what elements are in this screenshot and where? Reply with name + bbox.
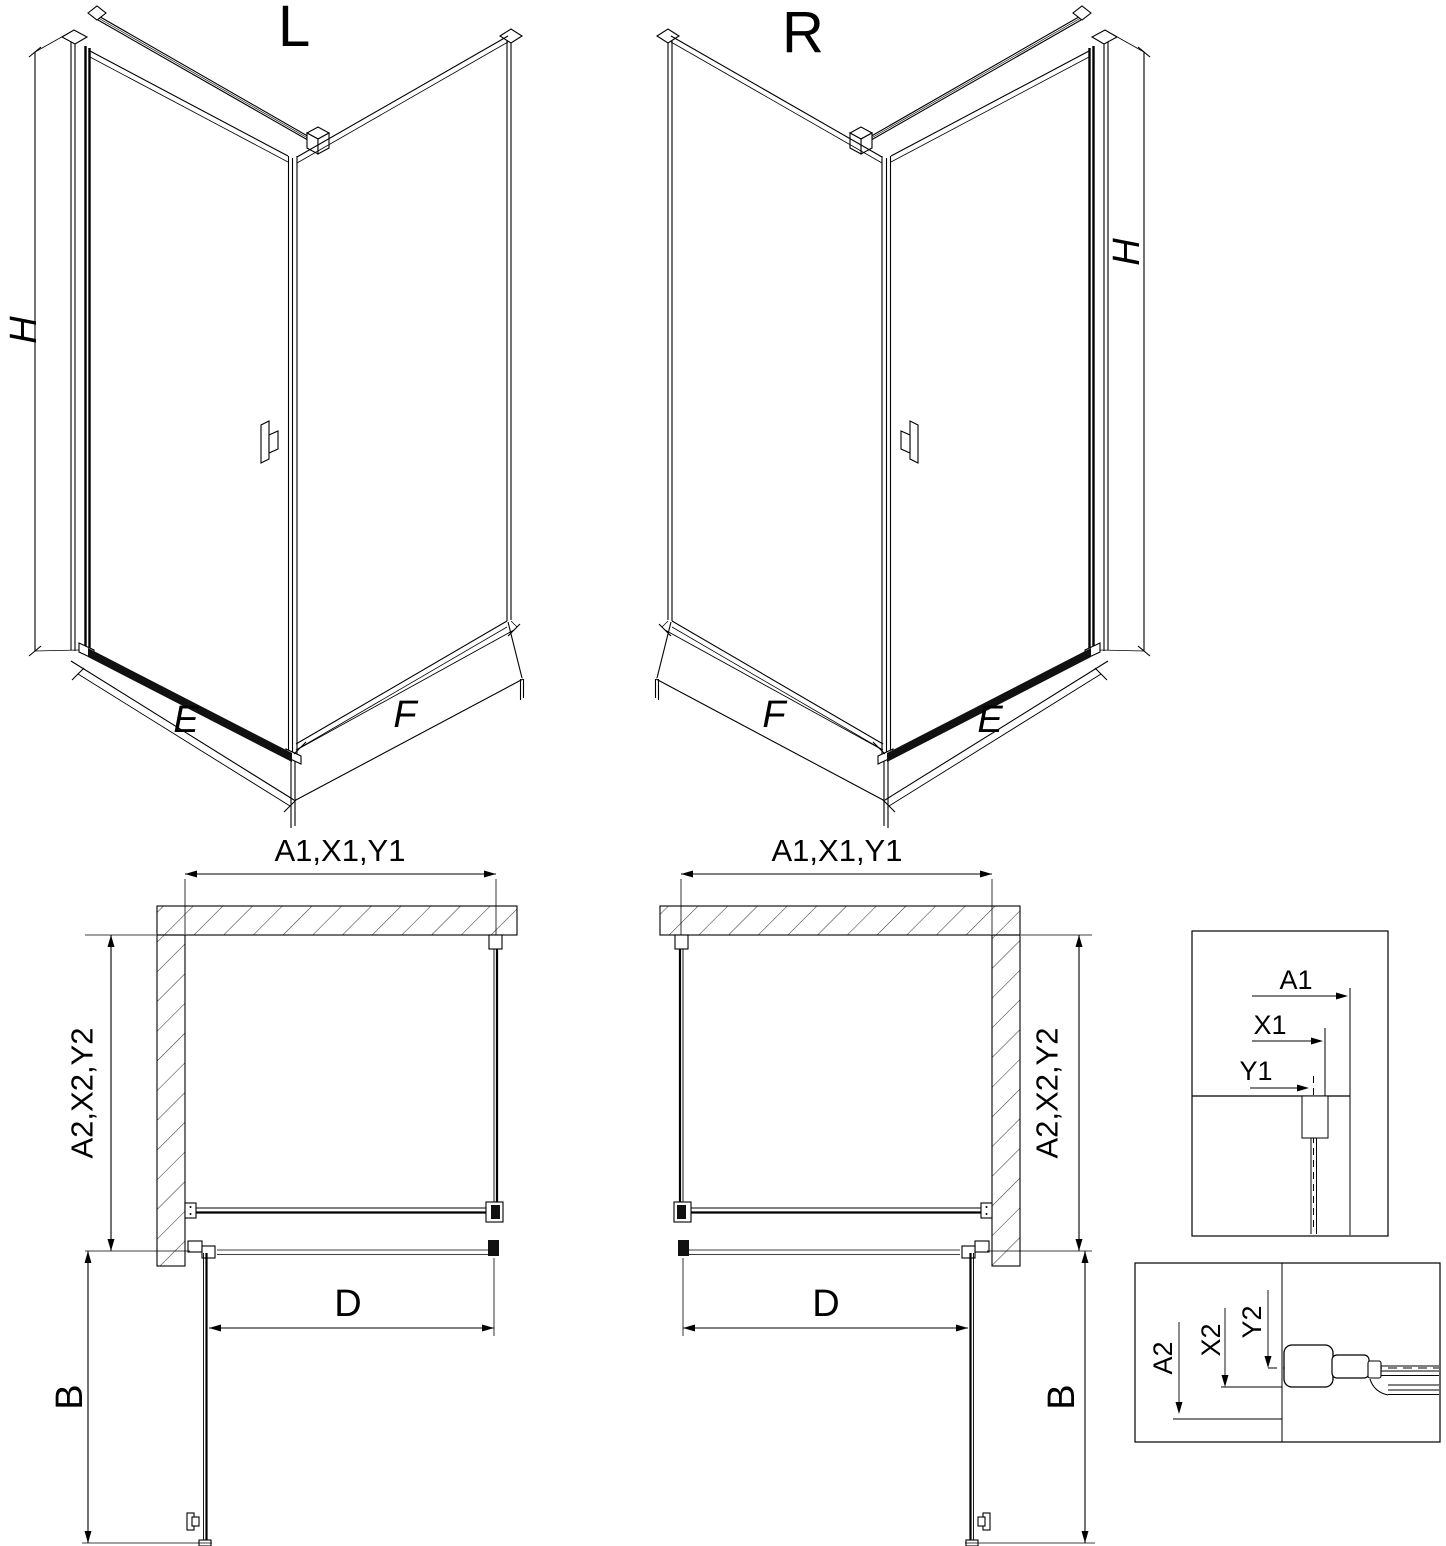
- detail-bottom-a2-label: A2: [1148, 1341, 1178, 1375]
- left-plan-swing-label: B: [49, 1384, 91, 1410]
- right-plan-depth-label: A2,X2,Y2: [1029, 1027, 1065, 1159]
- right-plan-door-label: D: [812, 1283, 840, 1325]
- detail-box-wall-profile: [1192, 931, 1388, 1236]
- right-iso-f-label: F: [762, 694, 786, 736]
- right-iso-height-label: H: [1106, 238, 1148, 266]
- detail-top-a1-label: A1: [1279, 965, 1313, 995]
- right-iso-view: [656, 0, 1151, 828]
- right-plan-top-wall: [660, 906, 1020, 935]
- left-iso-height-label: H: [3, 316, 45, 344]
- detail-bottom-y2-label: Y2: [1237, 1305, 1267, 1339]
- left-iso-view: [3, 0, 524, 828]
- detail-box-hinge: [1135, 1263, 1440, 1442]
- left-plan-width-label: A1,X1,Y1: [274, 833, 406, 868]
- left-iso-e-label: E: [173, 699, 199, 741]
- left-plan-depth-label: A2,X2,Y2: [64, 1027, 100, 1159]
- left-plan-door-label: D: [334, 1283, 362, 1325]
- right-plan-swing-label: B: [1041, 1384, 1083, 1410]
- detail-top-x1-label: X1: [1253, 1010, 1287, 1040]
- left-plan-view: [49, 833, 517, 1546]
- right-plan-side-wall: [992, 935, 1020, 1266]
- left-iso-f-label: F: [393, 694, 417, 736]
- detail-top-y1-label: Y1: [1239, 1056, 1273, 1086]
- right-iso-e-label: E: [977, 699, 1003, 741]
- right-plan-view: [660, 833, 1095, 1546]
- left-view-letter: L: [278, 0, 311, 59]
- left-plan-side-wall: [157, 935, 185, 1266]
- right-view-letter: R: [782, 0, 824, 65]
- detail-bottom-x2-label: X2: [1196, 1323, 1226, 1357]
- left-plan-top-wall: [157, 906, 517, 935]
- right-plan-width-label: A1,X1,Y1: [771, 833, 903, 868]
